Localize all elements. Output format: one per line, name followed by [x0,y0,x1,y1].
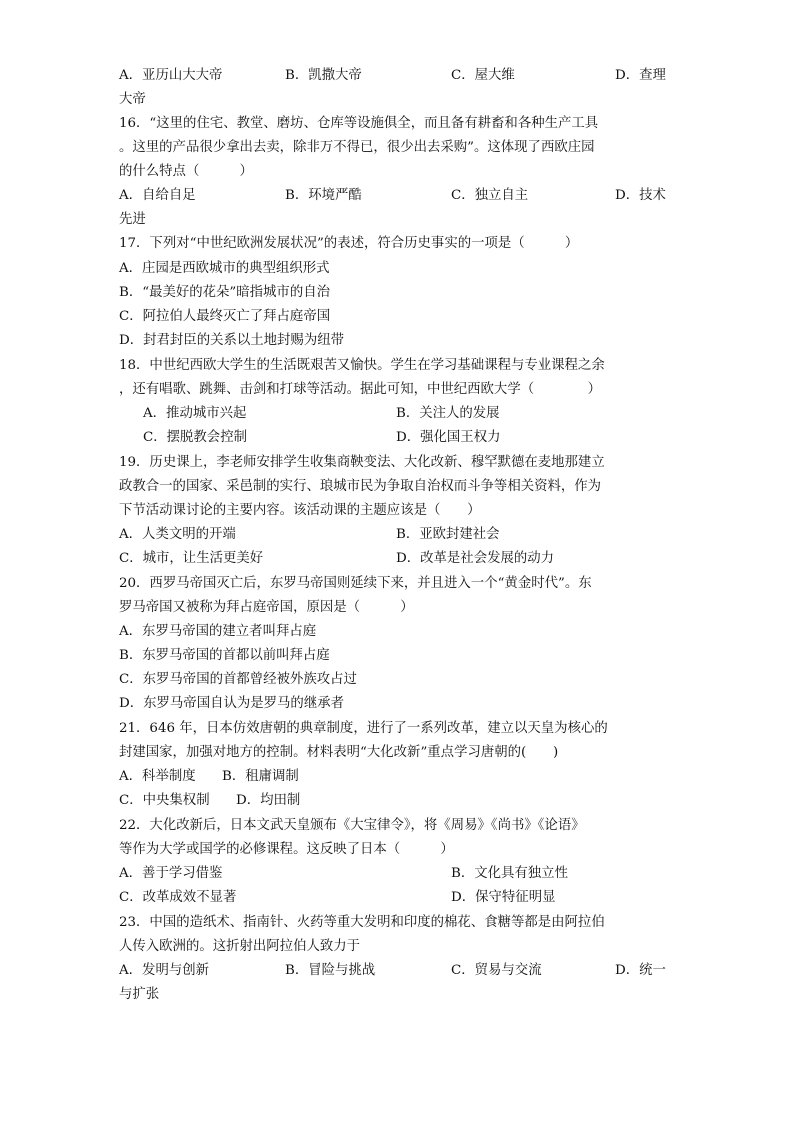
option-d: D．技术 [615,188,666,203]
option-c: C．东罗马帝国的首都曾经被外族攻占过 [119,672,357,687]
option-a: A．亚历山大大帝 [119,68,223,83]
question-stem-line: 政教合一的国家、采邑制的实行、琅城市民为争取自治权而斗争等相关资料，作为 [119,479,602,494]
question-stem-line: 20．西罗马帝国灭亡后，东罗马帝国则延续下来，并且进入一个“黄金时代”。东 [119,576,592,591]
question-stem-line: 封建国家，加强对地方的控制。材料表明“大化改新”重点学习唐朝的( ) [119,745,559,760]
question-stem-line: 18．中世纪西欧大学生的生活既艰苦又愉快。学生在学习基础课程与专业课程之余 [119,358,605,373]
option-a: A．自给自足 [119,188,196,203]
option-c: C．屋大维 [451,68,515,83]
option-c: C．阿拉伯人最终灭亡了拜占庭帝国 [119,309,331,324]
option-d: D．保守特征明显 [451,890,556,905]
question-stem-line: 人传入欧洲的。这折射出阿拉伯人致力于 [119,939,361,954]
question-stem-line: 的什么特点（ ） [119,164,253,179]
option-a: A．科举制度 [119,769,196,784]
option-a: A．发明与创新 [119,963,210,978]
question-stem-line: 23．中国的造纸术、指南针、火药等重大发明和印度的棉花、食糖等都是由阿拉伯 [119,915,605,930]
option-d: D．强化国王权力 [396,430,501,445]
question-stem-line: 17．下列对“中世纪欧洲发展状况”的表述，符合历史事实的一项是（ ） [119,236,579,251]
option-b: B．租庸调制 [222,769,299,784]
option-a: A．东罗马帝国的建立者叫拜占庭 [119,624,317,639]
option-b: B．亚欧封建社会 [396,527,500,542]
question-stem-line: 22．大化改新后，日本文武天皇颁布《大宝律令》，将《周易》《尚书》《论语》 [119,818,585,833]
question-stem-line: ，还有唱歌、跳舞、击剑和打球等活动。据此可知，中世纪西欧大学（ ） [119,382,602,397]
question-stem-line: 19．历史课上，李老师安排学生收集商鞅变法、大化改新、穆罕默德在麦地那建立 [119,455,605,470]
option-b: B．凯撒大帝 [285,68,362,83]
option-c: C．独立自主 [451,188,529,203]
option-a: A．人类文明的开端 [119,527,236,542]
option-b: B．东罗马帝国的首都以前叫拜占庭 [119,648,330,663]
question-stem-line: 罗马帝国又被称为拜占庭帝国，原因是（ ） [119,600,414,615]
option-d: D．查理 [615,68,666,83]
option-b: B．环境严酷 [285,188,362,203]
option-a: A．推动城市兴起 [143,406,247,421]
option-a: A．善于学习借鉴 [119,866,223,881]
option-c: C．中央集权制 [119,793,210,808]
option-b: B．文化具有独立性 [451,866,568,881]
question-stem-line: 下节活动课讨论的主要内容。该活动课的主题应该是（ ） [119,503,481,518]
option-a: A．庄园是西欧城市的典型组织形式 [119,261,330,276]
option-c: C．城市，让生活更美好 [119,551,264,566]
question-stem-line: 等作为大学或国学的必修课程。这反映了日本（ ） [119,842,454,857]
option-b: B．冒险与挑战 [285,963,376,978]
option-d: D．改革是社会发展的动力 [396,551,555,566]
option-d-wrap: 大帝 [119,92,146,107]
option-d: D．封君封臣的关系以土地封赐为纽带 [119,333,344,348]
option-d: D．均田制 [236,793,301,808]
option-c: C．摆脱教会控制 [143,430,247,445]
option-d: D．统一 [615,963,666,978]
option-c: C．改革成效不显著 [119,890,237,905]
option-d: D．东罗马帝国自认为是罗马的继承者 [119,696,344,711]
option-b: B．“最美好的花朵”暗指城市的自治 [119,285,330,300]
option-c: C．贸易与交流 [451,963,542,978]
option-b: B．关注人的发展 [396,406,500,421]
option-d-wrap: 先进 [119,212,146,227]
question-stem-line: 。这里的产品很少拿出去卖，除非万不得已，很少出去采购”。这体现了西欧庄园 [119,140,595,155]
option-d-wrap: 与扩张 [119,987,160,1002]
question-stem-line: 21．646 年，日本仿效唐朝的典章制度，进行了一系列改革，建立以天皇为核心的 [119,721,608,736]
question-stem-line: 16．“这里的住宅、教堂、磨坊、仓库等设施俱全，而且备有耕畜和各种生产工具 [119,116,599,131]
